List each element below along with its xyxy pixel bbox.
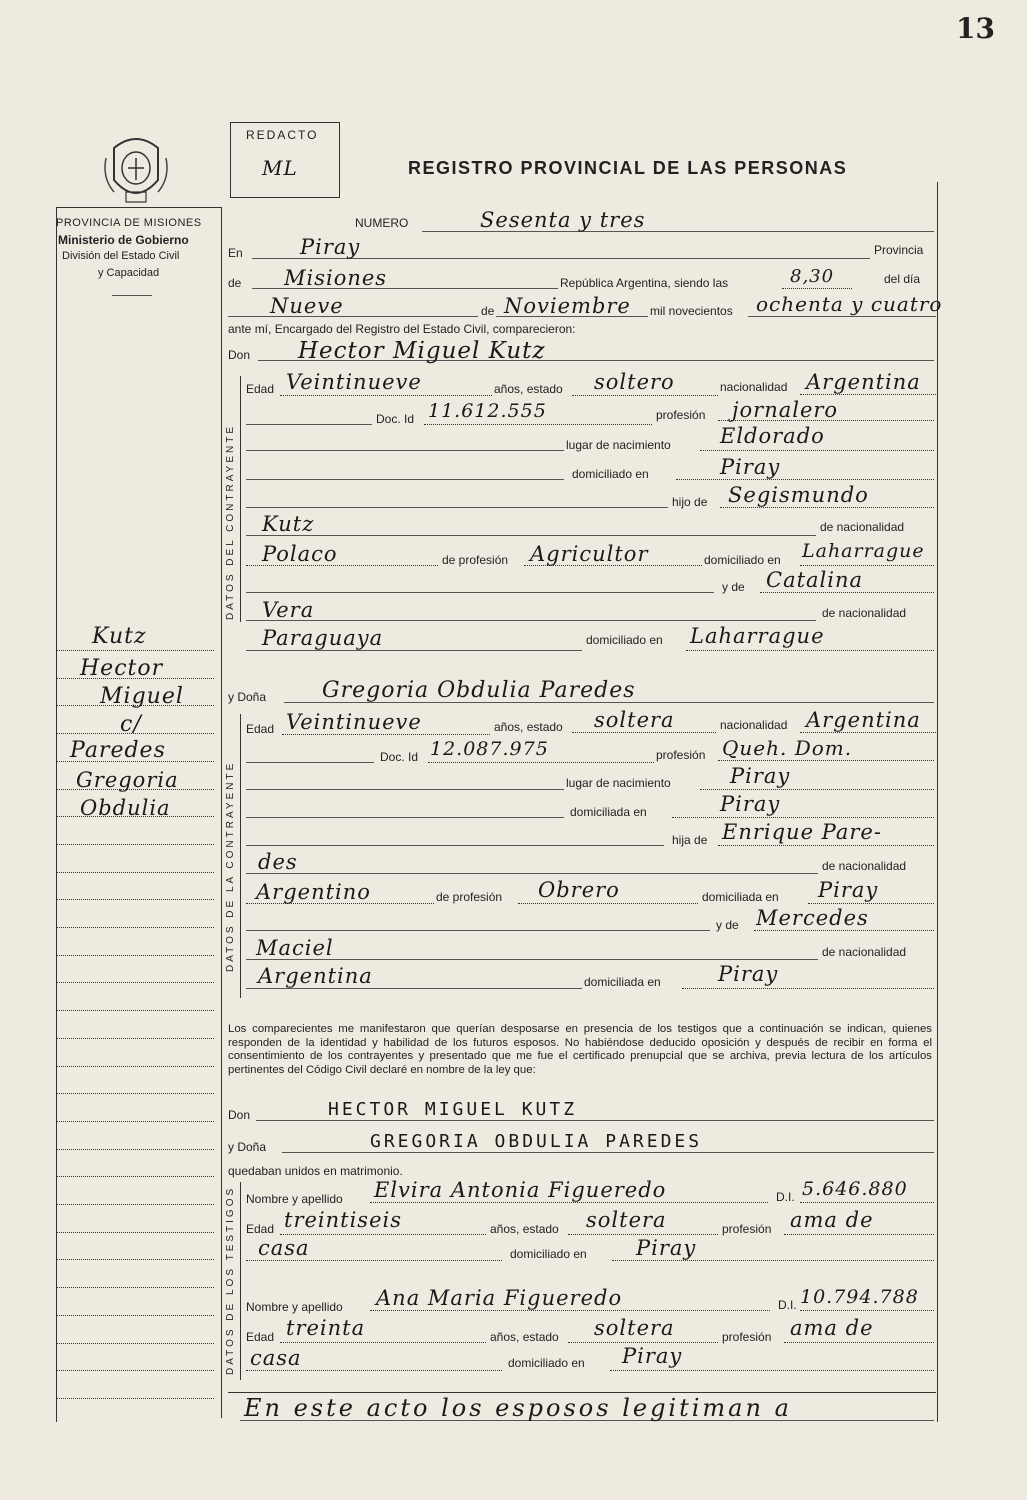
w1-estado: soltera: [586, 1208, 667, 1232]
margin-divider: [221, 208, 222, 1418]
dia-value: Nueve: [270, 294, 344, 318]
margin-rule-line: [56, 844, 214, 845]
bride-hija-pre-line: [246, 845, 664, 846]
bride-father-nac-label: de nacionalidad: [822, 859, 907, 873]
groom-mother-label: y de: [722, 580, 745, 594]
bride-mother-nac-line: [246, 988, 582, 989]
bride-lugar: Piray: [730, 764, 791, 788]
witness-bracket: [240, 1182, 241, 1380]
bride-hija-label: hija de: [672, 833, 708, 847]
groom-lugar: Eldorado: [720, 424, 825, 448]
page-number: 13: [956, 12, 995, 45]
margin-note-4: c/: [120, 712, 142, 737]
bride-dom-pre-line: [246, 817, 564, 818]
w1-profesion-label: profesión: [722, 1222, 772, 1236]
margin-rule-line: [56, 816, 214, 817]
groom-edad-label: Edad: [246, 382, 275, 396]
bride-nac-line: [800, 732, 936, 733]
bride-nacionalidad: Argentina: [806, 708, 921, 732]
bride-edad-line: [282, 734, 490, 735]
bride-nac-label: nacionalidad: [720, 718, 788, 732]
w2-edad-label: Edad: [246, 1330, 275, 1344]
margin-left-rule: [56, 207, 57, 1422]
margin-rule-line: [56, 927, 214, 928]
w2-domicilio: Piray: [622, 1344, 683, 1368]
margin-rule-line: [56, 1287, 214, 1288]
margin-rule-line: [56, 1204, 214, 1205]
margin-rule-line: [56, 982, 214, 983]
bride-doc: 12.087.975: [430, 738, 549, 760]
groom-doc-pre-line: [246, 424, 372, 425]
w2-prof-cont-line: [246, 1370, 502, 1371]
bride-dom-label: domiciliada en: [570, 805, 647, 819]
groom-edad: Veintinueve: [286, 370, 422, 394]
w1-domicilio: Piray: [636, 1236, 697, 1260]
groom-father: Segismundo: [728, 483, 869, 507]
w1-profesion: ama de: [790, 1208, 874, 1232]
groom-mother-pre-line: [246, 592, 714, 593]
bride-mother-domicilio: Piray: [718, 962, 779, 986]
office-capacity: y Capacidad: [98, 267, 160, 279]
groom-lugar-label: lugar de nacimiento: [566, 438, 671, 452]
w2-name-line: [370, 1310, 770, 1311]
numero-label: NUMERO: [355, 216, 409, 230]
margin-rule-line: [56, 872, 214, 873]
en-label: En: [228, 246, 243, 260]
margin-rule-line: [56, 789, 214, 790]
dia-line: [228, 316, 478, 317]
w2-profesion: ama de: [790, 1316, 874, 1340]
bride-estado-label: años, estado: [494, 720, 563, 734]
groom-mother-nac-line: [246, 650, 582, 651]
w1-name: Elvira Antonia Figueredo: [374, 1178, 667, 1202]
w2-di: 10.794.788: [800, 1286, 919, 1308]
bride-mother-pre-line: [246, 930, 710, 931]
groom-father-nac-label: de nacionalidad: [820, 520, 905, 534]
groom-mother: Catalina: [766, 568, 864, 592]
bride-doc-label: Doc. Id: [380, 750, 419, 764]
groom-domicilio: Piray: [720, 455, 781, 479]
w2-di-line: [800, 1310, 934, 1311]
anio-value: ochenta y cuatro: [756, 292, 943, 316]
margin-note-6: Gregoria: [76, 768, 179, 792]
margin-rule-line: [56, 899, 214, 900]
w2-dom-line: [610, 1370, 934, 1371]
groom-dom-label: domiciliado en: [572, 467, 649, 481]
margin-rule-line: [56, 1038, 214, 1039]
declared-don-label: Don: [228, 1108, 251, 1122]
groom-mother-cont: Vera: [262, 598, 315, 622]
w1-estado-label: años, estado: [490, 1222, 559, 1236]
bride-lugar-label: lugar de nacimiento: [566, 776, 671, 790]
declared-don-line: [256, 1120, 934, 1121]
bride-profesion: Queh. Dom.: [722, 736, 853, 760]
redacto-initials: ML: [262, 156, 298, 180]
margin-rule-line: [56, 1343, 214, 1344]
margin-note-3: Miguel: [100, 684, 184, 709]
groom-dom-line: [676, 479, 934, 480]
bride-father-domicilio: Piray: [818, 878, 879, 902]
margin-rule-line: [56, 650, 214, 651]
w2-profesion-label: profesión: [722, 1330, 772, 1344]
bride-father-cont-line: [246, 873, 818, 874]
margin-rule-line: [56, 1010, 214, 1011]
margin-rule-line: [56, 1066, 214, 1067]
groom-profesion-label: profesión: [656, 408, 706, 422]
coat-of-arms-icon: [100, 128, 172, 214]
bride-bracket: [240, 714, 241, 998]
margin-note-2: Hector: [80, 656, 164, 681]
margin-rule-line: [56, 1176, 214, 1177]
bride-section-label: DATOS DE LA CONTRAYENTE: [225, 760, 236, 972]
groom-mother-nac-label: de nacionalidad: [822, 606, 907, 620]
w1-edad-line: [280, 1234, 486, 1235]
bride-lugar-line: [700, 789, 934, 790]
declared-don: HECTOR MIGUEL KUTZ: [328, 1099, 578, 1120]
declared-dona-line: [282, 1152, 934, 1153]
bride-mother-nacionalidad: Argentina: [258, 964, 373, 988]
w1-di-line: [800, 1202, 934, 1203]
w2-estado-line: [568, 1342, 718, 1343]
margin-rule-line: [56, 955, 214, 956]
bride-mother-dom-line: [682, 988, 934, 989]
margin-rule-line: [56, 1121, 214, 1122]
de-mil-label: de: [481, 304, 495, 318]
groom-bracket: [240, 376, 241, 622]
groom-estado-label: años, estado: [494, 382, 563, 396]
declared-dona: GREGORIA OBDULIA PAREDES: [370, 1131, 703, 1152]
w1-edad: treintiseis: [284, 1208, 402, 1232]
groom-nacionalidad: Argentina: [806, 370, 921, 394]
w2-profesion-cont: casa: [250, 1346, 302, 1370]
w1-di-label: D.I.: [776, 1190, 795, 1204]
groom-mother-dom-label: domiciliado en: [586, 633, 663, 647]
groom-father-cont-line: [246, 535, 816, 536]
bride-father-nacionalidad: Argentino: [256, 880, 371, 904]
bride-profesion-label: profesión: [656, 748, 706, 762]
form-title: REGISTRO PROVINCIAL DE LAS PERSONAS: [408, 158, 848, 178]
bride-father: Enrique Pare-: [722, 820, 882, 844]
groom-dom-pre-line: [246, 479, 564, 480]
en-value: Piray: [300, 235, 361, 259]
groom-nac-label: nacionalidad: [720, 380, 788, 394]
office-division: División del Estado Civil: [62, 250, 180, 262]
groom-doc-line: [424, 424, 652, 425]
bride-dom-line: [672, 817, 934, 818]
w1-name-label: Nombre y apellido: [246, 1192, 343, 1206]
office-divider: [112, 295, 152, 296]
groom-father-dom-label: domiciliado en: [704, 553, 781, 567]
bride-domicilio: Piray: [720, 792, 781, 816]
w1-profesion-line: [784, 1234, 934, 1235]
w1-profesion-cont: casa: [258, 1236, 310, 1260]
groom-father-dom-line: [800, 565, 934, 566]
bride-profesion-line: [718, 760, 934, 761]
w2-profesion-line: [784, 1342, 934, 1343]
groom-father-prof-label: de profesión: [442, 553, 509, 567]
bride-mother-nac-label: de nacionalidad: [822, 945, 907, 959]
groom-hijo-line: [720, 507, 934, 508]
bride-father-prof-line: [518, 903, 698, 904]
w2-name: Ana Maria Figueredo: [376, 1286, 623, 1310]
dona-label: y Doña: [228, 690, 267, 704]
hora-line: [782, 288, 852, 289]
w2-estado-label: años, estado: [490, 1330, 559, 1344]
margin-rule-line: [56, 705, 214, 706]
groom-estado-line: [572, 395, 718, 396]
groom-estado: soltero: [594, 370, 675, 394]
w2-di-label: D.I.: [778, 1298, 797, 1312]
groom-nac-line: [800, 394, 936, 395]
mes-value: Noviembre: [504, 294, 631, 318]
bride-edad: Veintinueve: [286, 710, 422, 734]
bride-father-cont: des: [258, 850, 298, 874]
margin-rule-line: [56, 733, 214, 734]
groom-father-nacionalidad: Polaco: [262, 542, 338, 566]
groom-doc: 11.612.555: [428, 400, 547, 422]
redacto-label: REDACTO: [246, 128, 319, 142]
anio-line: [748, 316, 936, 317]
declaration-text: Los comparecientes me manifestaron que querían desposarse en presencia de los testigos que a continuación se indican, quienes responden de la identidad y habilidad de los futuros esposos. No habiéndose deducido oposición y después de recibir en forma el consentimiento de los contrayentes y presentado que me fue el certificado prenupcial que se archiva, previa lectura de los artículos pertinentes del Código Civil declaré en nombre de la ley que:: [228, 1023, 932, 1076]
del-dia-label: del día: [884, 272, 921, 286]
mil-novecientos-label: mil novecientos: [650, 304, 733, 318]
bride-lugar-pre-line: [246, 789, 564, 790]
groom-lugar-pre-line: [246, 450, 564, 451]
bride-doc-pre-line: [246, 762, 374, 763]
w2-edad-line: [280, 1342, 486, 1343]
groom-mother-nacionalidad: Paraguaya: [262, 626, 384, 650]
numero-value: Sesenta y tres: [480, 208, 646, 232]
groom-father-cont: Kutz: [262, 512, 315, 536]
w1-name-line: [370, 1202, 768, 1203]
w1-prof-cont-line: [246, 1260, 502, 1261]
bride-doc-line: [428, 762, 654, 763]
groom-lugar-line: [700, 450, 934, 451]
bride-father-dom-label: domiciliada en: [702, 890, 779, 904]
w1-edad-label: Edad: [246, 1222, 275, 1236]
bride-mother: Mercedes: [756, 906, 869, 930]
w2-dom-label: domiciliado en: [508, 1356, 585, 1370]
margin-rule-line: [56, 761, 214, 762]
margin-rule-line: [56, 1398, 214, 1399]
w1-estado-line: [568, 1234, 718, 1235]
margin-top-rule: [56, 207, 222, 208]
closing-text: En este acto los esposos legitiman a: [244, 1394, 792, 1422]
groom-doc-label: Doc. Id: [376, 412, 415, 426]
de-label: de: [228, 276, 242, 290]
groom-name: Hector Miguel Kutz: [298, 338, 546, 364]
don-label: Don: [228, 348, 251, 362]
margin-rule-line: [56, 1232, 214, 1233]
groom-mother-dom-line: [686, 650, 934, 651]
bride-mother-line: [754, 930, 934, 931]
quedaban-text: quedaban unidos en matrimonio.: [228, 1164, 403, 1178]
groom-father-domicilio: Laharrague: [802, 540, 925, 562]
bride-hija-line: [718, 845, 934, 846]
groom-mother-domicilio: Laharrague: [690, 624, 825, 648]
w2-name-label: Nombre y apellido: [246, 1300, 343, 1314]
bride-name: Gregoria Obdulia Paredes: [322, 678, 636, 703]
bride-estado-line: [572, 732, 716, 733]
groom-edad-line: [280, 395, 492, 396]
w1-dom-line: [612, 1260, 934, 1261]
hora-value: 8,30: [790, 266, 835, 287]
groom-mother-line: [760, 592, 934, 593]
margin-rule-line: [56, 1370, 214, 1371]
w2-estado: soltera: [594, 1316, 675, 1340]
bride-mother-label: y de: [716, 918, 739, 932]
bride-father-profesion: Obrero: [538, 878, 620, 902]
w2-edad: treinta: [286, 1316, 366, 1340]
margin-rule-line: [56, 1315, 214, 1316]
ante-mi-text: ante mí, Encargado del Registro del Estado Civil, comparecieron:: [228, 322, 576, 336]
bride-mother-dom-label: domiciliada en: [584, 975, 661, 989]
groom-father-profesion: Agricultor: [530, 542, 649, 566]
republica-label: República Argentina, siendo las: [560, 276, 729, 290]
groom-hijo-pre-line: [246, 507, 668, 508]
groom-mother-cont-line: [246, 620, 816, 621]
closing-rule: [228, 1392, 936, 1393]
witness-section-label: DATOS DE LOS TESTIGOS: [225, 1185, 236, 1375]
right-rule: [937, 182, 938, 1422]
margin-rule-line: [56, 1259, 214, 1260]
office-ministry: Ministerio de Gobierno: [58, 233, 189, 247]
provincia-value: Misiones: [284, 266, 388, 290]
office-province: PROVINCIA DE MISIONES: [56, 217, 202, 229]
bride-mother-cont: Maciel: [256, 936, 334, 960]
bride-edad-label: Edad: [246, 722, 275, 736]
w1-dom-label: domiciliado en: [510, 1247, 587, 1261]
w1-di: 5.646.880: [802, 1178, 908, 1200]
declared-dona-label: y Doña: [228, 1140, 267, 1154]
margin-note-1: Kutz: [92, 624, 147, 649]
margin-rule-line: [56, 1149, 214, 1150]
bride-father-dom-line: [808, 903, 934, 904]
groom-profesion: jornalero: [732, 398, 839, 422]
bride-father-prof-label: de profesión: [436, 890, 503, 904]
margin-note-5: Paredes: [70, 738, 166, 763]
margin-note-7: Obdulia: [80, 796, 171, 820]
bride-estado: soltera: [594, 708, 675, 732]
margin-rule-line: [56, 678, 214, 679]
margin-rule-line: [56, 1093, 214, 1094]
groom-section-label: DATOS DEL CONTRAYENTE: [225, 424, 236, 620]
groom-hijo-label: hijo de: [672, 495, 708, 509]
provincia-label: Provincia: [874, 243, 924, 257]
